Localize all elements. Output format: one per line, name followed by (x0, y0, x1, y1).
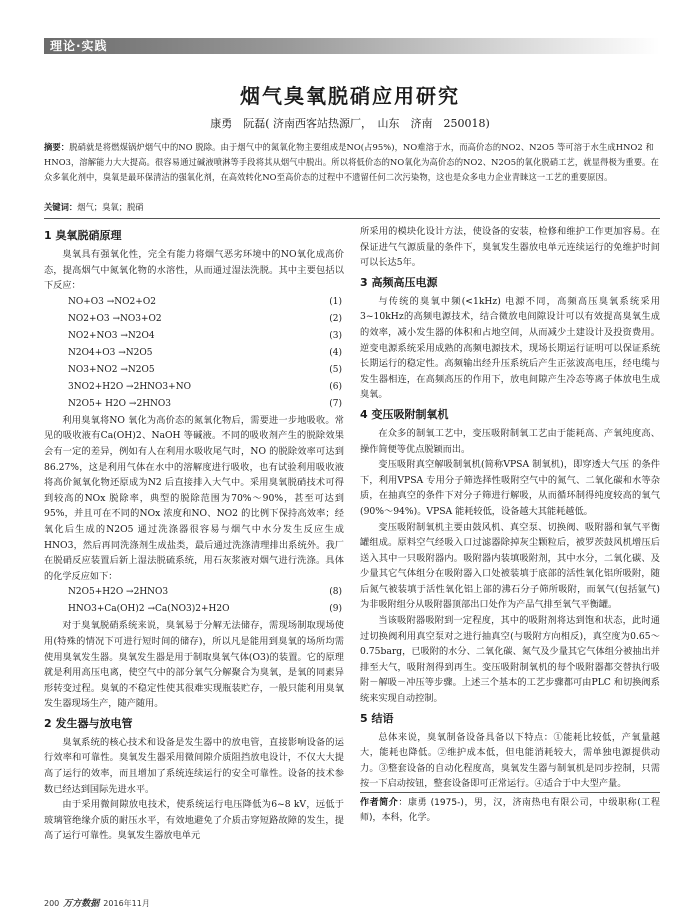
page-number: 200 (44, 899, 60, 908)
section-banner-label: 理论·实践 (50, 39, 108, 53)
paragraph: 总体来说，臭氧制备设备具备以下特点：①能耗比较低，产氧量越大，能耗也降低。②维护成本低，但电能消耗较大，需单独电源提供动力。③整套设备的自动化程度高，臭氧发生器与制氧机是同步控制，只需按一下启动按钮，整套设备即可正常运行。④适合于中大型产量。 (360, 731, 660, 790)
issue-date: 2016年11月 (103, 899, 150, 908)
equation-number: (1) (329, 296, 342, 307)
equation (44, 584, 344, 601)
paragraph: 所采用的模块化设计方法，使设备的安装，检修和维护工作更加容易。在保证进气气源质量的条件下，臭氧发生器放电单元连续运行的免维护时间可以长达5年。 (360, 226, 660, 269)
equation-number: (3) (329, 330, 342, 341)
section-heading-3: 3 高频高压电源 (360, 275, 438, 289)
keywords (44, 200, 660, 215)
equation-formula: NO2+O3 →NO3+O2 (68, 313, 162, 324)
paragraph: 臭氧系统的核心技术和设备是发生器中的放电管，直接影响设备的运行效率和可靠性。臭氧发生器采用微间隙介质阻挡放电设计，不仅大大提高了运行的效率，而且增加了系统连续运行的安全可靠性。设备的技术参数已经达到国际先进水平。 (44, 736, 344, 795)
equation (44, 379, 344, 396)
abstract-text: 脱硝就是将燃煤锅炉烟气中的NO 脱除。由于烟气中的氮氧化物主要组成是NO(占95%)，NO难溶于水，而高价态的NO2、N2O5 等可溶于水生成HNO2 和HNO3，溶解能力大大提高。很容易通过碱液喷淋等手段将其从烟气中脱出。所以将低价态的NO氧化为高价态的NO2、N2O5的氧化脱硝工艺，就显得极为重要。在众多氧化剂中，臭氧是最环保清洁的强氧化剂，在高效转化NO至高价态的过程中不遗留任何二次污染物，这也是众多电力企业青睐这一工艺的重要原因。 (44, 142, 659, 182)
abstract (44, 140, 660, 185)
author-bio (360, 792, 660, 826)
section-banner (44, 38, 660, 54)
section-heading-2: 2 发生器与放电管 (44, 716, 133, 730)
equation-number: (4) (329, 347, 342, 358)
abstract-label: 摘要： (44, 142, 70, 152)
page-footer (44, 896, 150, 909)
equation-formula: HNO3+Ca(OH)2 →Ca(NO3)2+H2O (68, 604, 230, 615)
paragraph: 由于采用微间隙放电技术，使系统运行电压降低为6~8 kV，远低于玻璃管绝缘介质的耐压水平，有效地避免了介质击穿短路故障的发生，提高了运行可靠性。臭氧发生器放电单元 (44, 799, 344, 842)
paragraph: 利用臭氧将NO 氧化为高价态的氮氧化物后，需要进一步地吸收。常见的吸收液有Ca(OH)2、NaOH 等碱液。不同的吸收剂产生的脱除效果会有一定的差异，例如有人在利用水吸收尾气时，NO 的脱除效率可达到86.27%，这是利用气体在水中的溶解度进行吸收，也有试验利用吸收液将高价氮氧化物还原成为N2 后直接排入大气中。采用臭氧脱硝技术可得到较高的NOx 脱除率，典型的脱除范围为70%～90%，甚至可达到95%，并且可在不同的NOx 浓度和NO、NO2 的比例下保持高效率；经氧化后生成的N2O5 通过洗涤器很容易与烟气中水分发生反应生成HNO3，然后再同洗涤剂生成盐类，最后通过洗涤清理排出系统外。我厂在脱硝反应装置后新上湿法脱硫系统，用石灰浆液对烟气进行洗涤。具体的化学反应如下： (44, 414, 344, 582)
article-title: 烟气臭氧脱硝应用研究 (240, 84, 460, 108)
equation-list-1 (44, 294, 344, 413)
paragraph: 与传统的臭氧中频(<1kHz) 电源不同，高频高压臭氧系统采用3~10kHz的高频电源技术，结合微放电间隙设计可以有效提高臭氧生成的效率，减小发生器的体积和占地空间，从而减少土建设计及投资费用。逆变电源系统采用成熟的高频电源技术，现场长期运行证明可以保证系统长期运行的稳定性。高频输出经升压系统后产生正弦波高电压，经电缆与发生器相连，在高频高压的作用下，放电间隙产生冷态等离子体放电生成臭氧。 (360, 295, 660, 401)
paragraph: 当该吸附器吸附到一定程度，其中的吸附剂将达到饱和状态，此时通过切换阀利用真空泵对之进行抽真空(与吸附方向相反)，真空度为0.65～0.75barg，已吸附的水分、二氧化碳、氮气及少量其它气体组分被抽出并排至大气，吸附剂得到再生。变压吸附制氧机的每个吸附器都交替执行吸附－解吸－冲压等步骤。上述三个基本的工艺步骤都可由PLC 和切换阀系统来实现自动控制。 (360, 615, 660, 705)
section-heading-4: 4 变压吸附制氧机 (360, 407, 449, 421)
paragraph: 在众多的制氧工艺中，变压吸附制氧工艺由于能耗高、产氧纯度高、操作简便等优点脱颖而出。 (360, 427, 660, 455)
magazine-name: 万方数据 (63, 899, 100, 909)
equation (44, 345, 344, 362)
equation-number: (2) (329, 313, 342, 324)
equation-number: (7) (329, 398, 342, 409)
paragraph: 对于臭氧脱硝系统来说，臭氧易于分解无法储存，需现场制取现场使用(特殊的情况下可进行短时间的储存)，所以凡是能用到臭氧的场所均需使用臭氧发生器。臭氧发生器是用于制取臭氧气体(O3)的装置。它的原理就是利用高压电离，使空气中的部分氧气分解聚合为臭氧，是氧的同素异形转变过程。臭氧的不稳定性使其很难实现瓶装贮存，一般只能利用臭氧发生器现场生产，随产随用。 (44, 620, 344, 710)
equation-formula: NO3+NO2 →N2O5 (68, 364, 155, 375)
equation-formula: N2O5+ H2O →2HNO3 (68, 398, 172, 409)
equation-number: (6) (329, 381, 342, 392)
left-column (44, 224, 344, 844)
equation-formula: NO+O3 →NO2+O2 (68, 296, 156, 307)
keywords-text: 烟气；臭氧；脱硝 (77, 202, 144, 212)
keywords-label: 关键词： (44, 202, 78, 212)
author-bio-label: 作者简介 (360, 798, 399, 808)
equation-list-2 (44, 584, 344, 618)
equation (44, 328, 344, 345)
equation (44, 396, 344, 413)
author-bio-text: ：康勇 (1975-)，男，汉，济南热电有限公司，中级职称(工程师)，本科，化学。 (360, 798, 660, 823)
paragraph: 臭氧具有强氧化性，完全有能力将烟气恶劣环境中的NO氧化成高价态，提高烟气中氮氧化物的水溶性，从而通过湿法洗脱。其中主要包括以下反应： (44, 249, 344, 292)
equation (44, 362, 344, 379)
equation-number: (9) (329, 604, 342, 615)
equation (44, 311, 344, 328)
paragraph: 变压吸附制氧机主要由鼓风机、真空泵、切换阀、吸附器和氧气平衡罐组成。原料空气经吸入口过滤器除掉灰尘颗粒后，被罗茨鼓风机增压后送入其中一只吸附器内。吸附器内装填吸附剂，其中水分，二氧化碳、及少量其它气体组分在吸附器入口处被装填于底部的活性氧化铝所吸附，随后氮气被装填于活性氧化铝上部的沸石分子筛所吸附，而氧气(包括氩气)为非吸附组分从吸附器顶部出口处作为产品气排至氧气平衡罐。 (360, 521, 660, 611)
equation (44, 294, 344, 311)
equation-formula: NO2+NO3 →N2O4 (68, 330, 155, 341)
equation-formula: N2O4+O3 →N2O5 (68, 347, 153, 358)
equation-formula: 3NO2+H2O →2HNO3+NO (68, 381, 191, 392)
equation-number: (8) (329, 587, 342, 598)
author-line: 康勇 阮磊( 济南西客站热源厂， 山东 济南 250018) (210, 117, 490, 130)
section-heading-1: 1 臭氧脱硝原理 (44, 229, 122, 242)
header-divider (44, 218, 660, 219)
right-column (360, 224, 660, 826)
equation (44, 601, 344, 618)
equation-formula: N2O5+H2O →2HNO3 (68, 587, 169, 598)
equation-number: (5) (329, 364, 342, 375)
paragraph: 变压吸附真空解吸制氧机(简称VPSA 制氧机)，即穿透大气压 的条件下，利用VPSA 专用分子筛选择性吸附空气中的氮气、二氧化碳和水等杂质，在抽真空的条件下对分子筛进行解吸，从而循环制得纯度较高的氧气(90%～94%)。VPSA 能耗较低，设备越大其能耗越低。 (360, 459, 660, 517)
section-heading-5: 5 结语 (360, 711, 394, 725)
